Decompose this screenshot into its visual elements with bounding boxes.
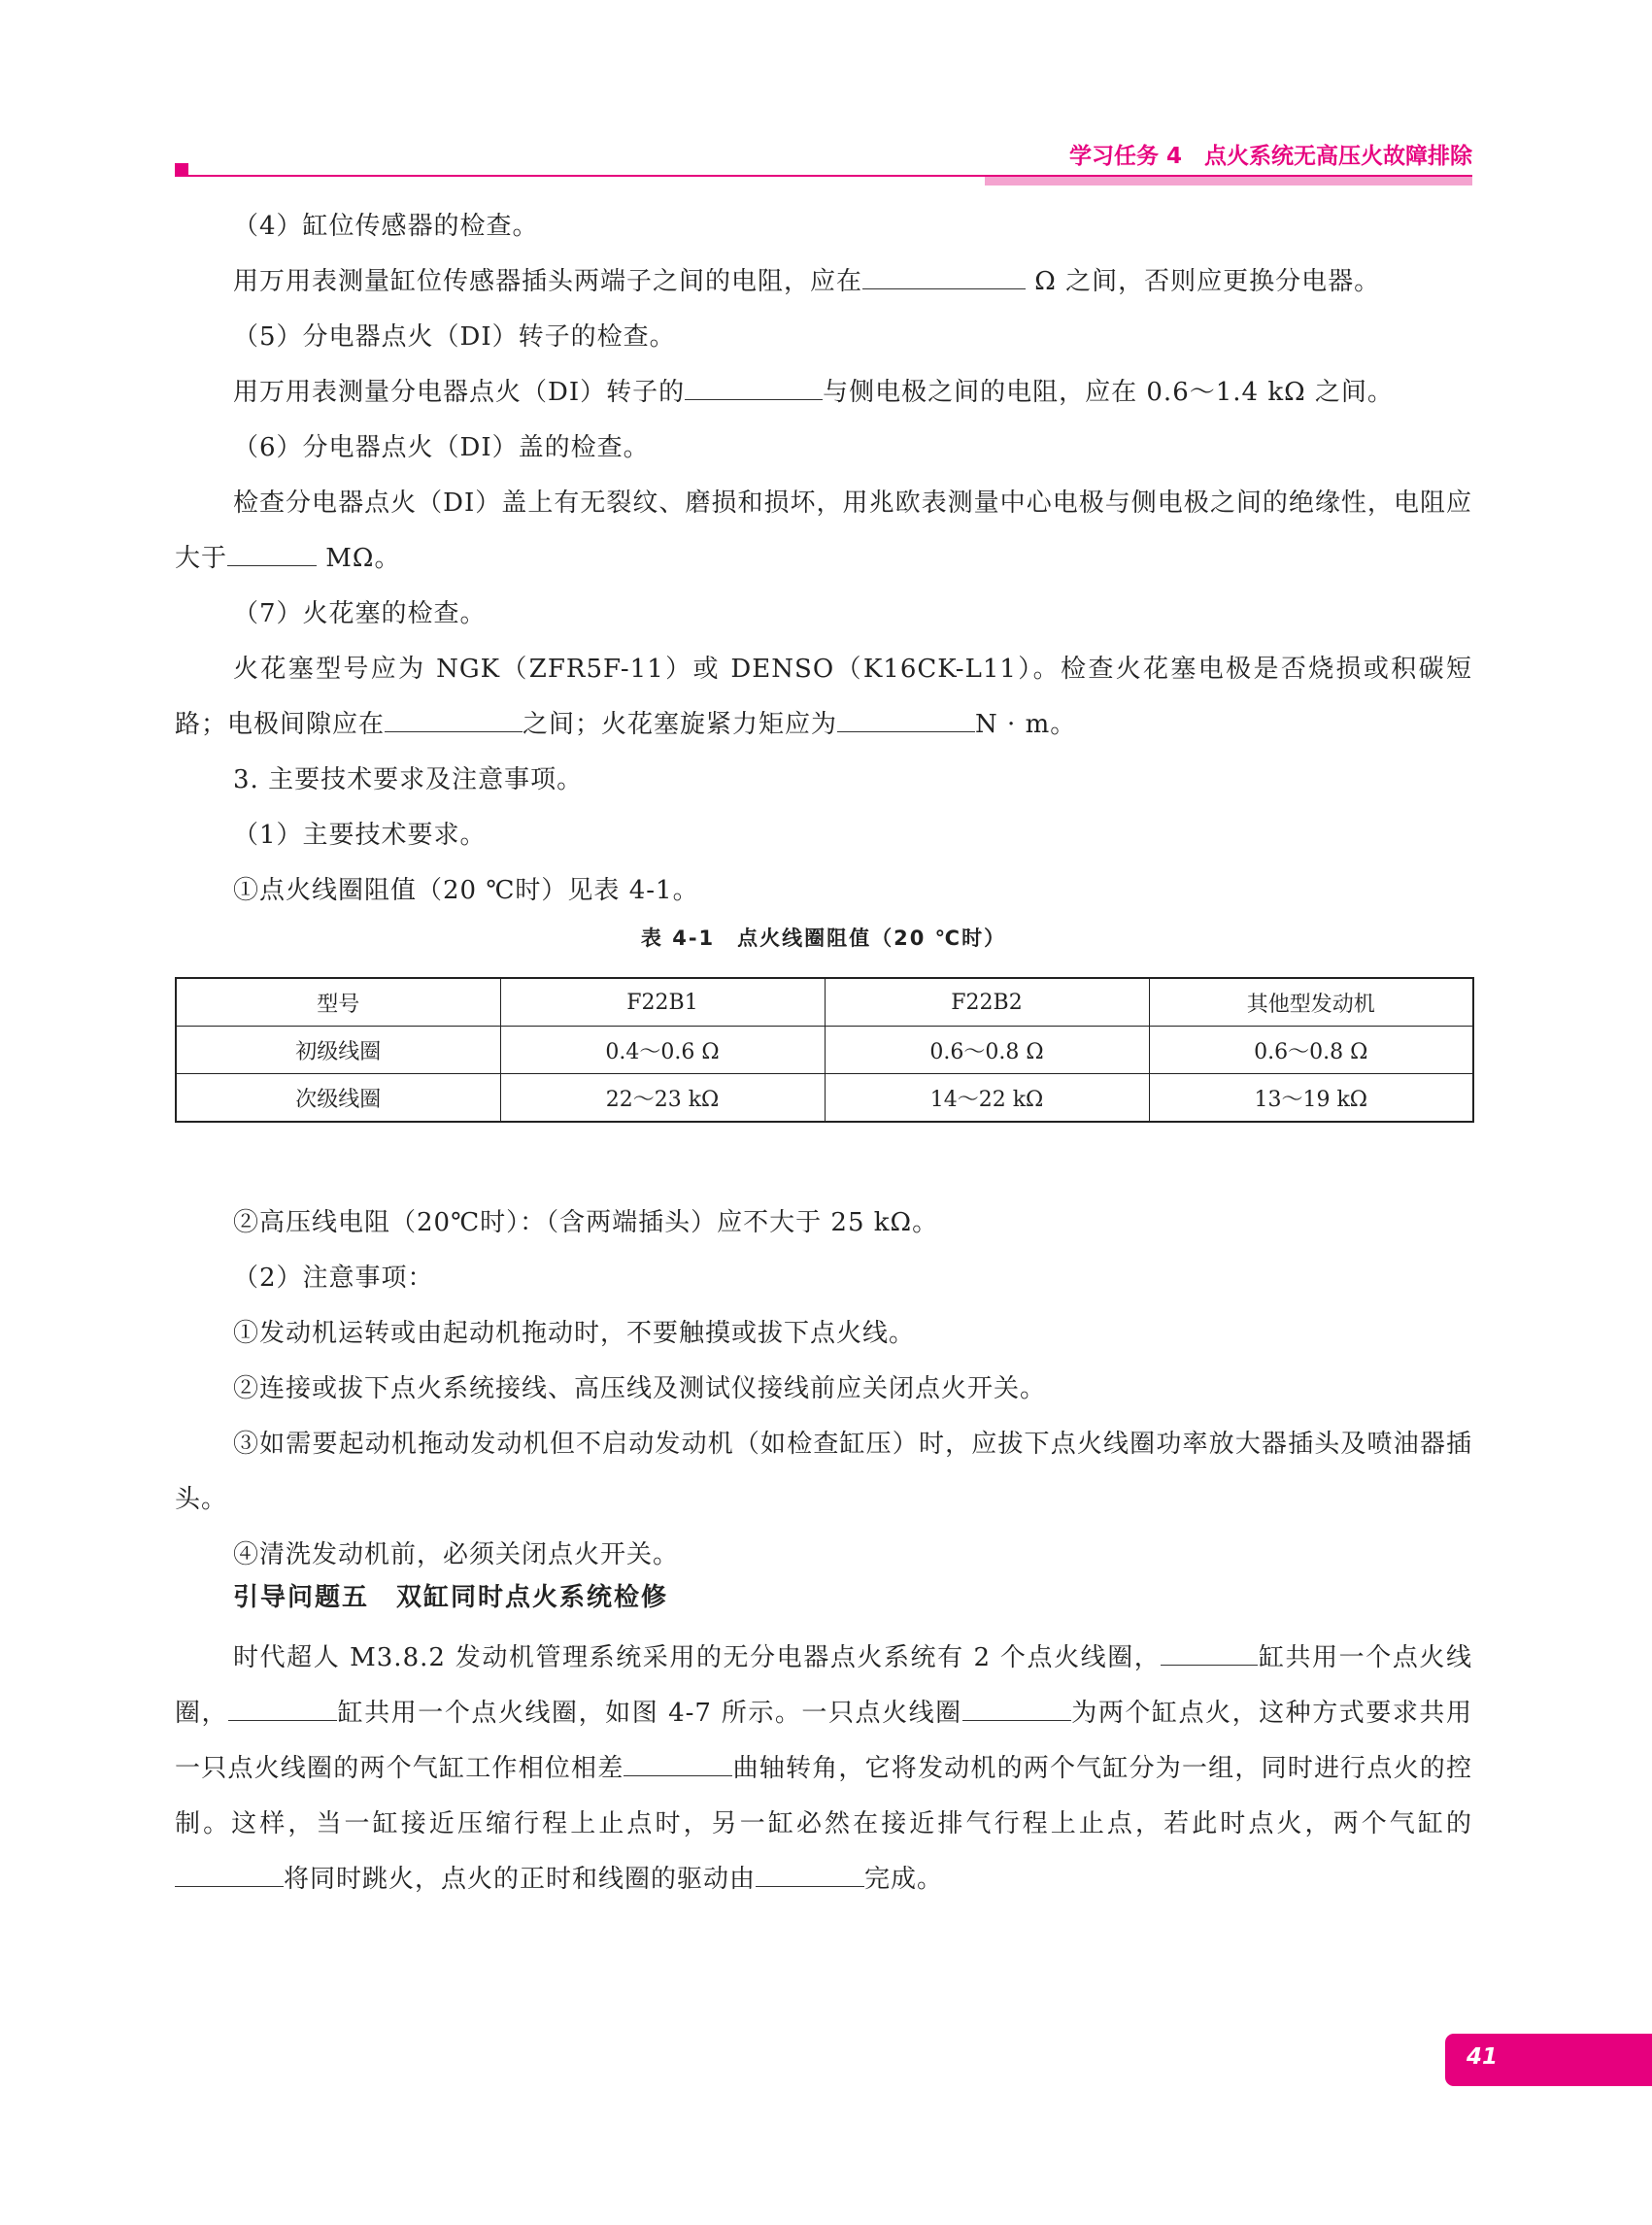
paragraph: ①发动机运转或由起动机拖动时，不要触摸或拔下点火线。 (233, 1319, 916, 1348)
paragraph: 3. 主要技术要求及注意事项。 (233, 765, 584, 794)
table-header-cell: F22B1 (500, 978, 825, 1027)
paragraph: （2）注意事项： (233, 1264, 434, 1293)
paragraph: ④清洗发动机前，必须关闭点火开关。 (233, 1540, 680, 1569)
paragraph: 火花塞型号应为 NGK（ZFR5F-11）或 DENSO（K16CK-L11）。检查火花塞电极是否烧损或积碳短路；电极间隙应在 之间；火花塞旋紧力矩应为 N · m。 (175, 655, 1472, 739)
table-caption: 表 4-1 点火线圈阻值（20 ℃时） (640, 927, 1007, 950)
table-row (176, 1074, 1473, 1123)
paragraph: 用万用表测量缸位传感器插头两端子之间的电阻，应在 Ω 之间，否则应更换分电器。 (175, 254, 1472, 310)
fill-blank[interactable] (227, 536, 317, 566)
fill-blank[interactable] (385, 702, 523, 732)
page-number: 41 (1467, 2044, 1499, 2070)
table-row (176, 1027, 1473, 1074)
fill-blank[interactable] (756, 1857, 864, 1887)
fill-blank[interactable] (962, 1691, 1071, 1721)
fill-blank[interactable] (624, 1746, 732, 1776)
table-cell: 14～22 kΩ (825, 1074, 1149, 1123)
table-header-cell: F22B2 (825, 978, 1149, 1027)
fill-blank[interactable] (862, 259, 1026, 289)
paragraph: （4）缸位传感器的检查。 (233, 212, 539, 241)
guide-question-heading: 引导问题五 双缸同时点火系统检修 (233, 1583, 669, 1612)
table-cell: 0.6～0.8 Ω (825, 1027, 1149, 1074)
paragraph: 检查分电器点火（DI）盖上有无裂纹、磨损和损坏，用兆欧表测量中心电极与侧电极之间的绝缘性，电阻应大于 MΩ。 (175, 489, 1472, 573)
fill-blank[interactable] (228, 1691, 337, 1721)
coil-resistance-table (175, 977, 1474, 1123)
fill-blank[interactable] (175, 1857, 284, 1887)
paragraph: 时代超人 M3.8.2 发动机管理系统采用的无分电器点火系统有 2 个点火线圈， 缸共用一个点火线圈， 缸共用一个点火线圈，如图 4-7 所示。一只点火线圈 为两个缸点火，这种方式要求共用一只点火线圈的两个气缸工作相位相差 曲轴转角，它将发动机的两个气缸分为一组，同时进行点火的控制。这样，当一缸接近压缩行程上止点时，另一缸必然在接近排气行程上止点，若此时点火，两个气缸的将同时跳火，点火的正时和线圈的驱动由 完成。 (175, 1631, 1472, 1907)
paragraph: （1）主要技术要求。 (233, 821, 487, 850)
paragraph: （7）火花塞的检查。 (233, 599, 487, 628)
fill-blank[interactable] (685, 370, 823, 400)
table-cell: 22～23 kΩ (500, 1074, 825, 1123)
header-square-marker (175, 163, 188, 177)
running-header-title: 学习任务 4 点火系统无高压火故障排除 (1068, 144, 1472, 169)
paragraph: 用万用表测量分电器点火（DI）转子的 与侧电极之间的电阻，应在 0.6～1.4 kΩ 之间。 (175, 365, 1472, 421)
paragraph: ①点火线圈阻值（20 ℃时）见表 4-1。 (233, 876, 699, 905)
paragraph: （5）分电器点火（DI）转子的检查。 (233, 322, 676, 352)
table-header-cell: 其他型发动机 (1149, 978, 1473, 1027)
table-cell: 0.4～0.6 Ω (500, 1027, 825, 1074)
table-header-row (176, 978, 1473, 1027)
page-number-tab (1445, 2034, 1652, 2086)
paragraph: ②连接或拔下点火系统接线、高压线及测试仪接线前应关闭点火开关。 (233, 1374, 1047, 1403)
table-cell: 0.6～0.8 Ω (1149, 1027, 1473, 1074)
table-cell: 初级线圈 (176, 1027, 500, 1074)
table-cell: 次级线圈 (176, 1074, 500, 1123)
fill-blank[interactable] (837, 702, 975, 732)
paragraph: （6）分电器点火（DI）盖的检查。 (233, 433, 650, 462)
paragraph: ③如需要起动机拖动发动机但不启动发动机（如检查缸压）时，应拔下点火线圈功率放大器插头及喷油器插头。 (175, 1430, 1472, 1514)
fill-blank[interactable] (1161, 1635, 1258, 1666)
table-cell: 13～19 kΩ (1149, 1074, 1473, 1123)
table-header-cell: 型号 (176, 978, 500, 1027)
header-accent-bar (985, 177, 1472, 185)
paragraph: ②高压线电阻（20℃时）：（含两端插头）应不大于 25 kΩ。 (233, 1208, 939, 1237)
